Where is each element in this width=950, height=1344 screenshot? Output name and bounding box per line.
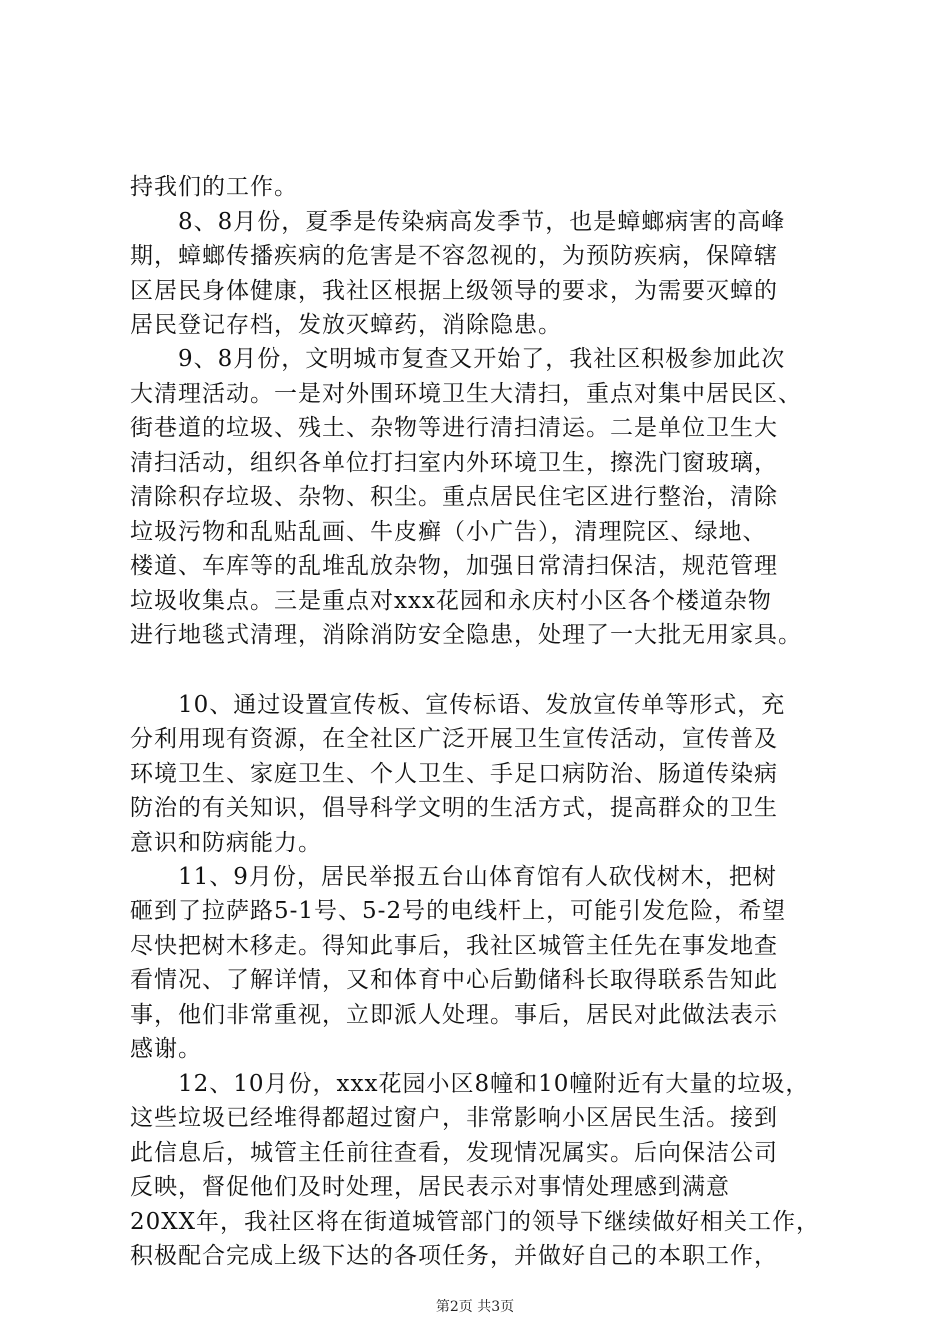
- text-line: 此信息后，城管主任前往查看，发现情况属实。后向保洁公司: [130, 1140, 778, 1166]
- text-line: 清除积存垃圾、杂物、积尘。重点居民住宅区进行整治，清除: [130, 484, 778, 510]
- text-line: 区居民身体健康，我社区根据上级领导的要求，为需要灭蟑的: [130, 278, 778, 304]
- text-line: 环境卫生、家庭卫生、个人卫生、手足口病防治、肠道传染病: [130, 761, 778, 787]
- text-line: 街巷道的垃圾、残土、杂物等进行清扫清运。二是单位卫生大: [130, 415, 778, 441]
- text-line: 这些垃圾已经堆得都超过窗户，非常影响小区居民生活。接到: [130, 1105, 778, 1131]
- text-line: 反映，督促他们及时处理，居民表示对事情处理感到满意: [130, 1174, 730, 1200]
- text-line: 进行地毯式清理，消除消防安全隐患，处理了一大批无用家具。: [130, 622, 802, 648]
- text-line: 期，蟑螂传播疾病的危害是不容忽视的，为预防疾病，保障辖: [130, 243, 778, 269]
- text-line: 居民登记存档，发放灭蟑药，消除隐患。: [130, 312, 562, 338]
- text-line: 积极配合完成上级下达的各项任务，并做好自己的本职工作，: [130, 1243, 778, 1269]
- text-line: 砸到了拉萨路5-1号、5-2号的电线杆上，可能引发危险，希望: [130, 898, 787, 924]
- text-line: 9、8月份，文明城市复查又开始了，我社区积极参加此次: [130, 346, 786, 372]
- text-line: 感谢。: [130, 1036, 202, 1062]
- text-line: 事，他们非常重视，立即派人处理。事后，居民对此做法表示: [130, 1002, 778, 1028]
- text-line: 分利用现有资源，在全社区广泛开展卫生宣传活动，宣传普及: [130, 726, 778, 752]
- text-line: 楼道、车库等的乱堆乱放杂物，加强日常清扫保洁，规范管理: [130, 553, 778, 579]
- text-line: 防治的有关知识，倡导科学文明的生活方式，提高群众的卫生: [130, 795, 778, 821]
- page-footer: 第2页 共3页: [435, 1299, 515, 1315]
- text-line: 8、8月份，夏季是传染病高发季节，也是蟑螂病害的高峰: [130, 209, 786, 235]
- text-line: 意识和防病能力。: [130, 830, 322, 856]
- text-line: 12、10月份，xxx花园小区8幢和10幢附近有大量的垃圾，: [130, 1071, 810, 1097]
- text-line: 尽快把树木移走。得知此事后，我社区城管主任先在事发地查: [130, 933, 778, 959]
- text-line: 10、通过设置宣传板、宣传标语、发放宣传单等形式，充: [130, 692, 786, 718]
- text-line: 清扫活动，组织各单位打扫室内外环境卫生，擦洗门窗玻璃，: [130, 450, 778, 476]
- text-line: 看情况、了解详情，又和体育中心后勤储科长取得联系告知此: [130, 967, 778, 993]
- text-line: 11、9月份，居民举报五台山体育馆有人砍伐树木，把树: [130, 864, 777, 890]
- text-line: 垃圾收集点。三是重点对xxx花园和永庆村小区各个楼道杂物: [130, 588, 772, 614]
- text-line: 20XX年，我社区将在街道城管部门的领导下继续做好相关工作，: [130, 1209, 821, 1235]
- text-line: 大清理活动。一是对外围环境卫生大清扫，重点对集中居民区、: [130, 381, 802, 407]
- text-line: 垃圾污物和乱贴乱画、牛皮癣（小广告），清理院区、绿地、: [130, 519, 767, 545]
- text-line: 持我们的工作。: [130, 174, 298, 200]
